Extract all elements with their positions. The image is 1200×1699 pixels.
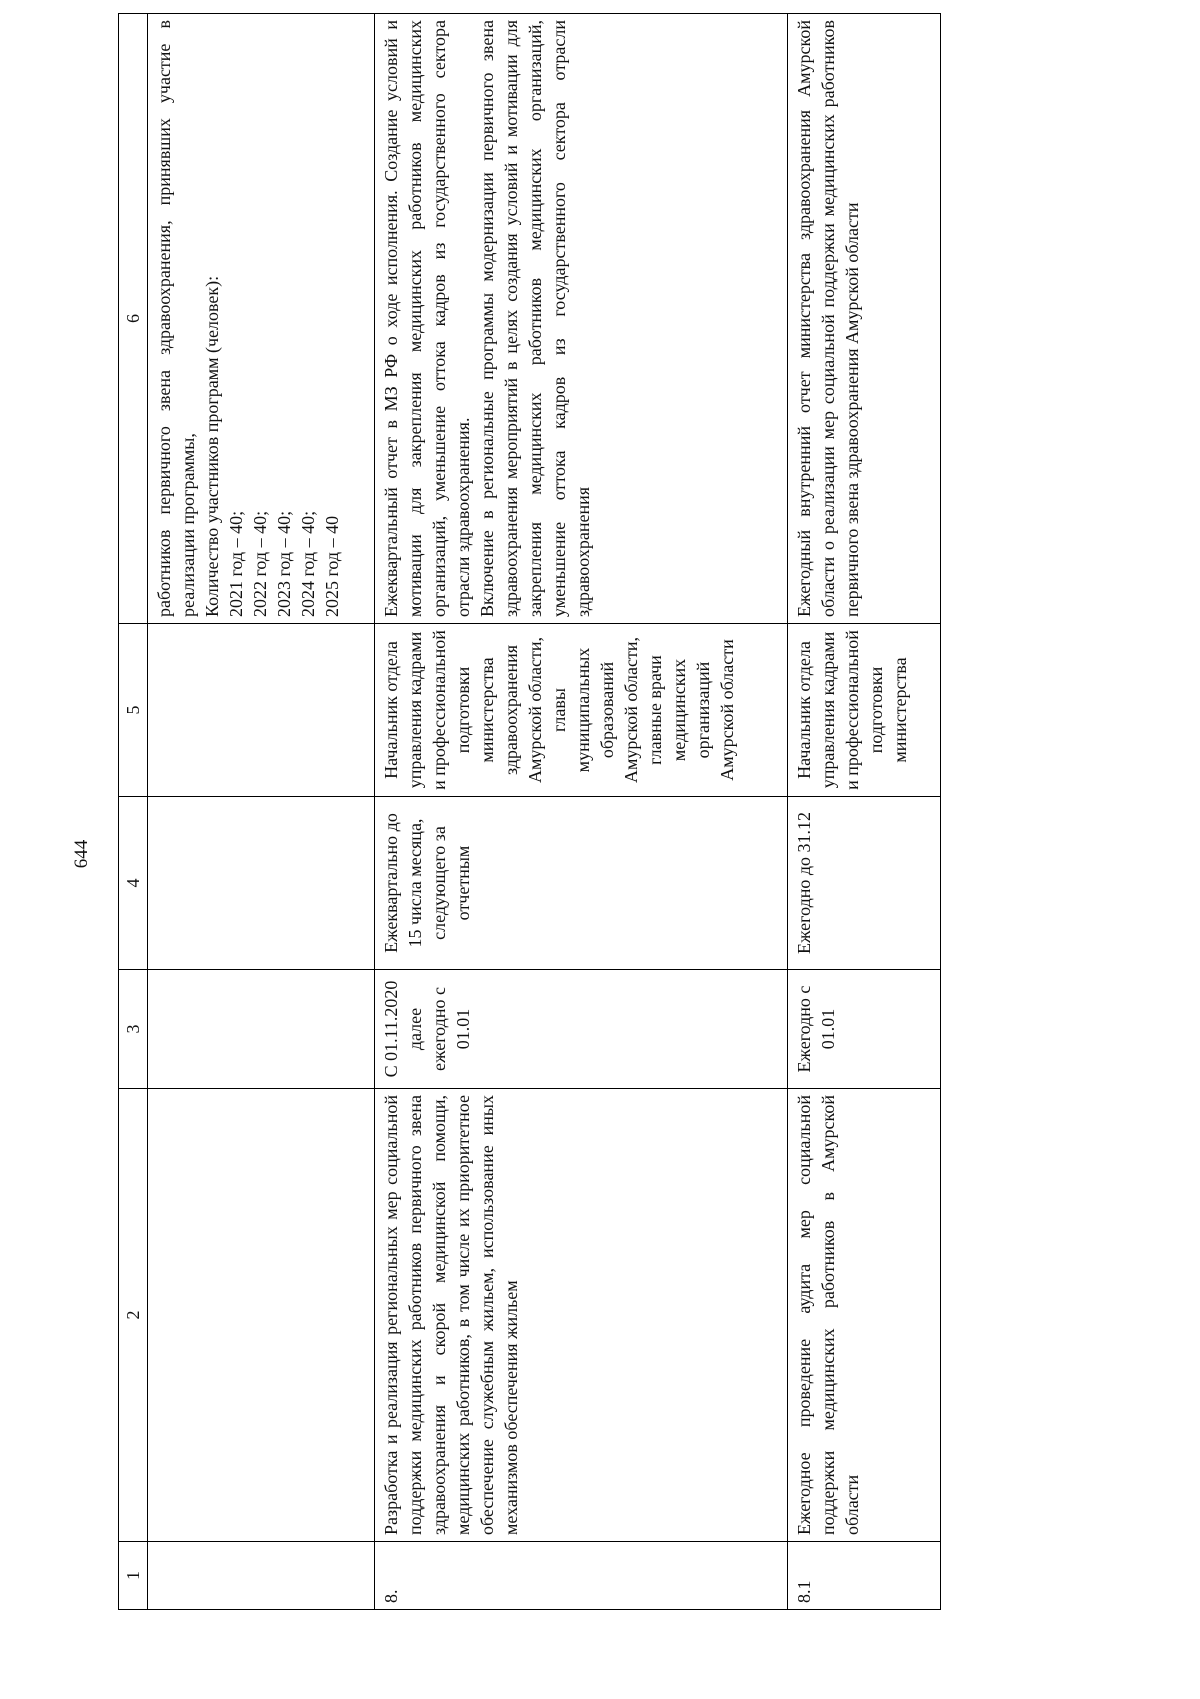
cell-responsible: Начальник отдела управления кадрами и профессиональной подготовки министерства здравоохранения Амурской области, главы муниципальных образований Амурской области, главные врачи медицинских организаций Амурской области [375, 624, 788, 797]
cell-deadline: Ежегодно до 31.12 [788, 797, 941, 970]
cell-measure: Разработка и реализация региональных мер социальной поддержки медицинских работников первичного звена здравоохранения и скорой медицинской помощи, медицинских работников, в том числе их приоритетное обеспечение служебным жильем, использование иных механизмов обеспечения жильем [375, 1089, 788, 1542]
cell-start: С 01.11.2020 далее ежегодно с 01.01 [375, 970, 788, 1089]
cell-responsible [148, 624, 375, 797]
header-col-2: 2 [119, 1089, 148, 1542]
measures-table [118, 13, 941, 1610]
header-col-4: 4 [119, 797, 148, 970]
cell-result: Ежеквартальный отчет в МЗ РФ о ходе исполнения. Создание условий и мотивации для закрепления медицинских работников медицинских организаций, уменьшение оттока кадров из государственного сектора отрасли здравоохранения. Включение в региональные программы модернизации первичного звена здравоохранения мероприятий в целях создания условий и мотивации для закрепления медицинских работников медицинских организаций, уменьшение оттока кадров из государственного сектора отрасли здравоохранения [375, 14, 788, 624]
header-col-6: 6 [119, 14, 148, 624]
page-number: 644 [71, 839, 92, 869]
header-col-3: 3 [119, 970, 148, 1089]
cell-num: 8. [375, 1542, 788, 1610]
table-row-8-1 [788, 14, 941, 1610]
table-header-row [119, 14, 148, 1610]
table-row-continuation [148, 14, 375, 1610]
rotated-table-container [118, 20, 1002, 1610]
table-row-8 [375, 14, 788, 1610]
cell-responsible: Начальник отдела управления кадрами и профессиональной подготовки министерства [788, 624, 941, 797]
cell-start: Ежегодно с 01.01 [788, 970, 941, 1089]
cell-result: работников первичного звена здравоохранения, принявших участие в реализации программы, Количество участников программ (человек): 2021 год – 40; 2022 год – 40; 2023 год – 40; 2024 год – 40; 2025 год – 40 [148, 14, 375, 624]
cell-deadline [148, 797, 375, 970]
cell-num: 8.1 [788, 1542, 941, 1610]
cell-measure [148, 1089, 375, 1542]
cell-num [148, 1542, 375, 1610]
header-col-1: 1 [119, 1542, 148, 1610]
cell-start [148, 970, 375, 1089]
header-col-5: 5 [119, 624, 148, 797]
cell-measure: Ежегодное проведение аудита мер социальной поддержки медицинских работников в Амурской области [788, 1089, 941, 1542]
cell-result: Ежегодный внутренний отчет министерства здравоохранения Амурской области о реализации мер социальной поддержки медицинских работников первичного звена здравоохранения Амурской области [788, 14, 941, 624]
cell-deadline: Ежеквартально до 15 числа месяца, следующего за отчетным [375, 797, 788, 970]
